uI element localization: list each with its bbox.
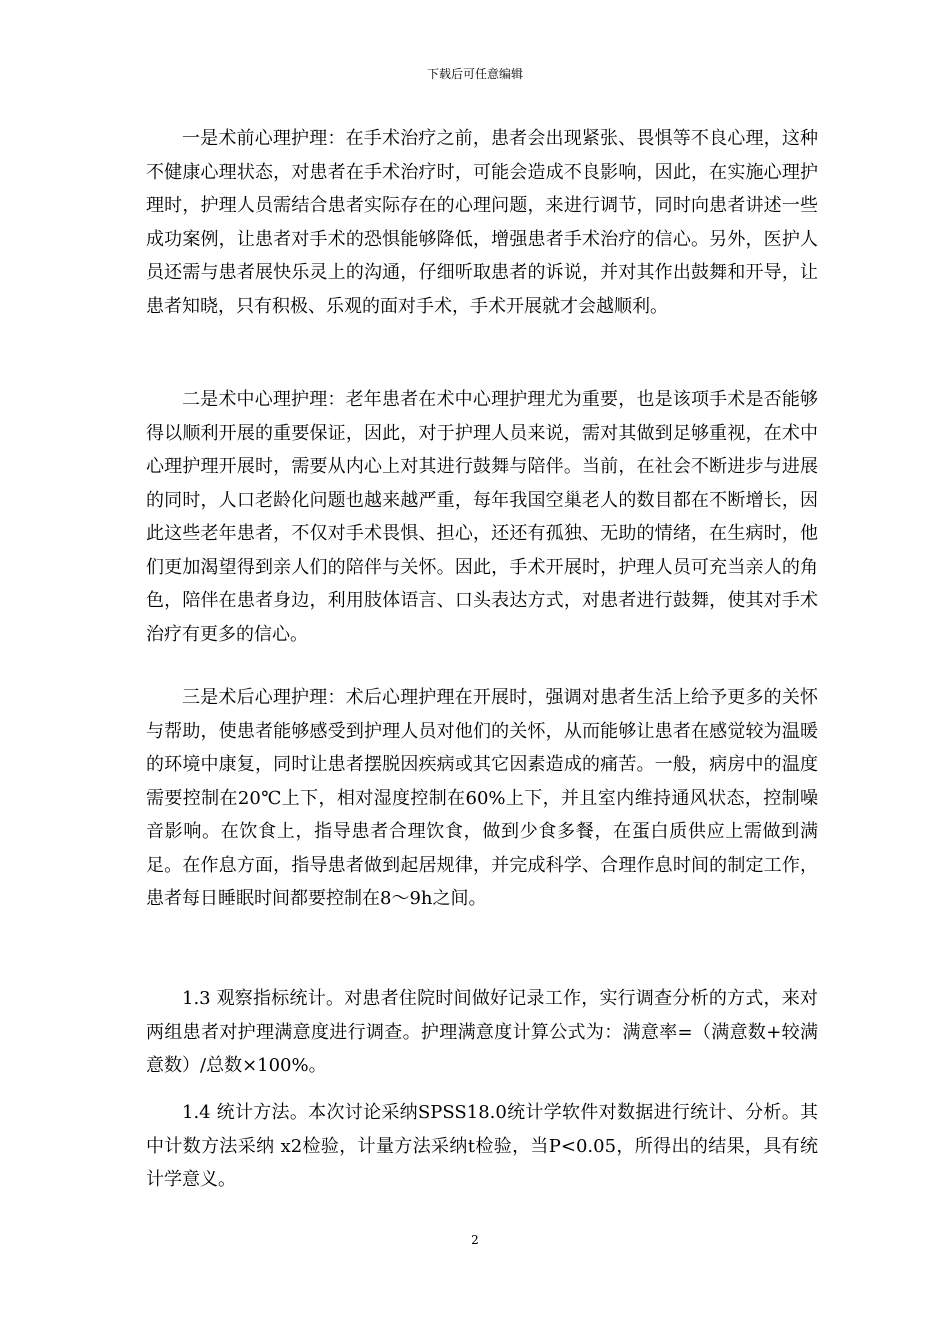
paragraph-text: 三是术后心理护理：术后心理护理在开展时，强调对患者生活上给予更多的关怀与帮助，使患者能够感受到护理人员对他们的关怀，从而能够让患者在感觉较为温暖的环境中康复，同时让患者摆脱因疾病或其它因素造成的痛苦。一般，病房中的温度需要控制在20℃上下，相对湿度控制在60%上下，并且室内维持通风状态，控制噪音影响。在饮食上，指导患者合理饮食，做到少食多餐，在蛋白质供应上需做到满足。在作息方面，指导患者做到起居规律，并完成科学、合理作息时间的制定工作，患者每日睡眠时间都要控制在8～9h之间。 bbox=[146, 687, 818, 909]
paragraph-observation-indicators bbox=[146, 982, 818, 1083]
paragraph-text: 1.4 统计方法。本次讨论采纳SPSS18.0统计学软件对数据进行统计、分析。其中计数方法采纳 x2检验，计量方法采纳t检验，当P<0.05，所得出的结果，具有统计学意义。 bbox=[146, 1102, 818, 1190]
paragraph-text: 一是术前心理护理：在手术治疗之前，患者会出现紧张、畏惧等不良心理，这种不健康心理状态，对患者在手术治疗时，可能会造成不良影响，因此，在实施心理护理时，护理人员需结合患者实际存在的心理问题，来进行调节，同时向患者讲述一些成功案例，让患者对手术的恐惧能够降低，增强患者手术治疗的信心。另外，医护人员还需与患者展快乐灵上的沟通，仔细听取患者的诉说，并对其作出鼓舞和开导，让患者知晓，只有积极、乐观的面对手术，手术开展就才会越顺利。 bbox=[146, 128, 818, 317]
paragraph-intraoperative-care bbox=[146, 383, 818, 651]
page-number: 2 bbox=[471, 1233, 479, 1247]
page-header: 下载后可任意编辑 bbox=[426, 67, 523, 81]
paragraph-statistical-methods bbox=[146, 1096, 818, 1197]
paragraph-postoperative-care bbox=[146, 681, 818, 916]
paragraph-preoperative-care bbox=[146, 122, 818, 323]
paragraph-text: 二是术中心理护理：老年患者在术中心理护理尤为重要，也是该项手术是否能够得以顺利开展的重要保证，因此，对于护理人员来说，需对其做到足够重视，在术中心理护理开展时，需要从内心上对其进行鼓舞与陪伴。当前，在社会不断进步与进展的同时，人口老龄化问题也越来越严重，每年我国空巢老人的数目都在不断增长，因此这些老年患者，不仅对手术畏惧、担心，还还有孤独、无助的情绪，在生病时，他们更加渴望得到亲人们的陪伴与关怀。因此，手术开展时，护理人员可充当亲人的角色，陪伴在患者身边，利用肢体语言、口头表达方式，对患者进行鼓舞，使其对手术治疗有更多的信心。 bbox=[146, 389, 818, 645]
paragraph-text: 1.3 观察指标统计。对患者住院时间做好记录工作，实行调查分析的方式，来对两组患者对护理满意度进行调查。护理满意度计算公式为：满意率=（满意数+较满意数）/总数×100%。 bbox=[146, 988, 818, 1076]
